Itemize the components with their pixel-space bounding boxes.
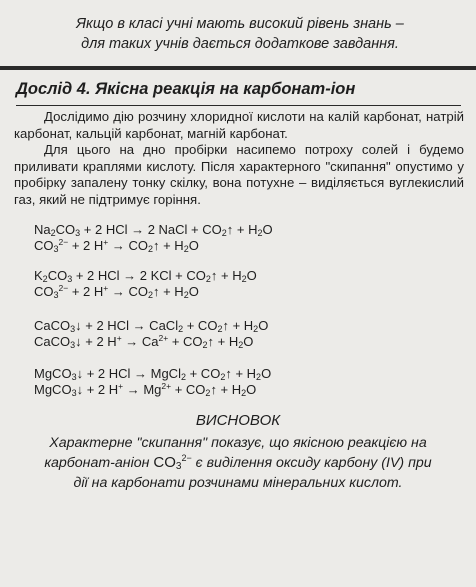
equation-molecular: $K_2CO_3 + 2$ HCl → 2 KCl + $CO_2↑ + H_2O$: [34, 268, 257, 284]
equation-molecular: CaCO$_3$↓ + 2 HCl → CaCl$_2$ + $CO_2↑ + H_2O$: [34, 318, 269, 334]
conclusion-line: Характерне "скипання" показує, що якісною реакцією на: [49, 435, 427, 451]
equation-group-calcium: [34, 318, 454, 350]
conclusion-text: [10, 433, 466, 493]
equation-ionic: $CO_3^{2-} + 2$ $H^+ \to CO_2↑ + H_2O$: [34, 283, 199, 300]
title-top-rule: [0, 66, 476, 70]
intro-note: [40, 14, 440, 54]
intro-line: Якщо в класі учні мають високий рівень знань –: [76, 16, 404, 32]
equation-group-potassium: [34, 268, 454, 300]
paragraph: Дослідимо дію розчину хлоридної кислоти на калій карбонат, натрій карбонат, кальцій карбонат, магній карбонат.: [14, 109, 464, 141]
equation-group-sodium: [34, 222, 454, 254]
equation-ionic: MgCO$_3$↓ + 2 $H^+ \to Mg^{2+}$ + $CO_2↑ + H_2O$: [34, 381, 257, 398]
paragraph: Для цього на дно пробірки насипемо потроху солей і будемо приливати краплями кислоту. Після характерного "скипання" опустимо у пробірку запалену тонку скілку, вона потухне – виділяється вуглекислий газ, який не підтримує горіння.: [14, 142, 464, 207]
section-title: Дослід 4. Якісна реакція на карбонат-іон: [16, 80, 356, 98]
equation-ionic: CaCO$_3$↓ + 2 $H^+ \to Ca^{2+}$ + $CO_2↑ + H_2O$: [34, 333, 254, 350]
title-bottom-rule: [16, 105, 461, 106]
intro-line: для таких учнів дається додаткове завдання.: [81, 36, 399, 52]
conclusion-line: дії на карбонати розчинами мінеральних кислот.: [73, 475, 403, 491]
conclusion-line: карбонат-аніон $CO_3^{2-}$ є виділення оксиду карбону (IV) при: [44, 453, 432, 472]
conclusion-heading: ВИСНОВОК: [195, 412, 281, 429]
equation-molecular: $Na_2CO_3 + 2$ HCl → 2 NaCl + $CO_2↑ + H_2O$: [34, 222, 273, 238]
equation-ionic: $CO_3^{2-} + 2$ $H^+ \to CO_2↑ + H_2O$: [34, 237, 199, 254]
carbonate-ion-formula: $CO_3^{2-}$: [153, 453, 192, 472]
equation-group-magnesium: [34, 366, 454, 398]
experiment-description: [14, 109, 464, 208]
equation-molecular: MgCO$_3$↓ + 2 HCl → MgCl$_2$ + $CO_2↑ + H_2O$: [34, 366, 272, 382]
